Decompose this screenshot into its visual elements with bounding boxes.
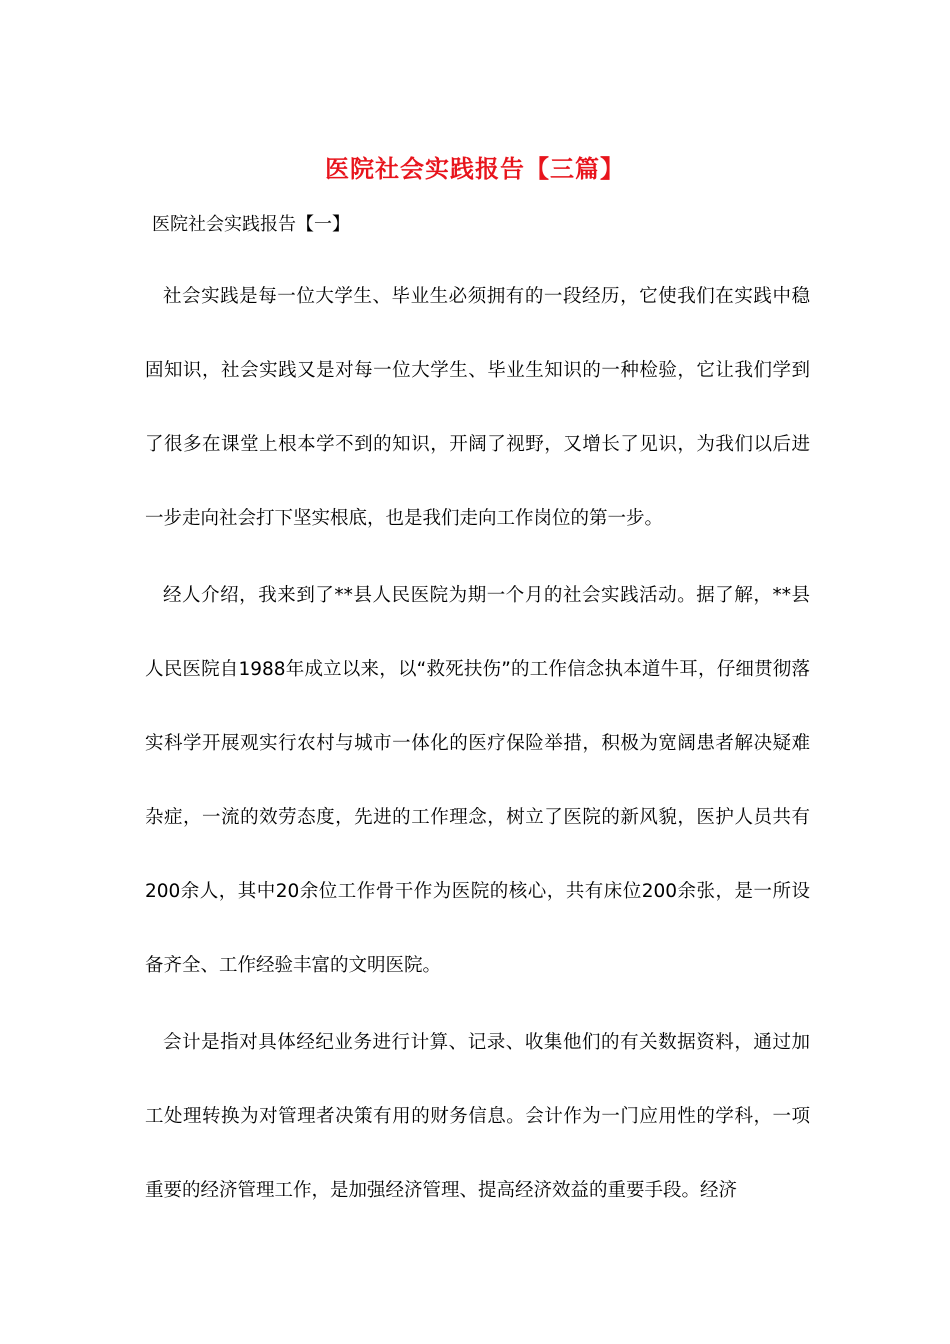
paragraph: 经人介绍，我来到了**县人民医院为期一个月的社会实践活动。据了解，**县人民医院自1988年成立以来，以“救死扶伤”的工作信念执本道牛耳，仔细贯彻落实科学开展观实行农村与城市一体化的医疗保险举措，积极为宽阔患者解决疑难杂症，一流的效劳态度，先进的工作理念，树立了医院的新风貌，医护人员共有200余人，其中20余位工作骨干作为医院的核心，共有床位200余张，是一所设备齐全、工作经验丰富的文明医院。 <box>145 585 810 976</box>
document-body <box>145 260 810 1228</box>
paragraph: 社会实践是每一位大学生、毕业生必须拥有的一段经历，它使我们在实践中稳固知识，社会实践又是对每一位大学生、毕业生知识的一种检验，它让我们学到了很多在课堂上根本学不到的知识，开阔了视野，又增长了见识，为我们以后进一步走向社会打下坚实根底，也是我们走向工作岗位的第一步。 <box>145 286 810 529</box>
document-title: 医院社会实践报告【三篇】 <box>325 154 625 183</box>
paragraph: 会计是指对具体经纪业务进行计算、记录、收集他们的有关数据资料，通过加工处理转换为对管理者决策有用的财务信息。会计作为一门应用性的学科，一项重要的经济管理工作，是加强经济管理、提高经济效益的重要手段。经济 <box>145 1032 810 1201</box>
section-heading: 医院社会实践报告【一】 <box>152 214 350 235</box>
